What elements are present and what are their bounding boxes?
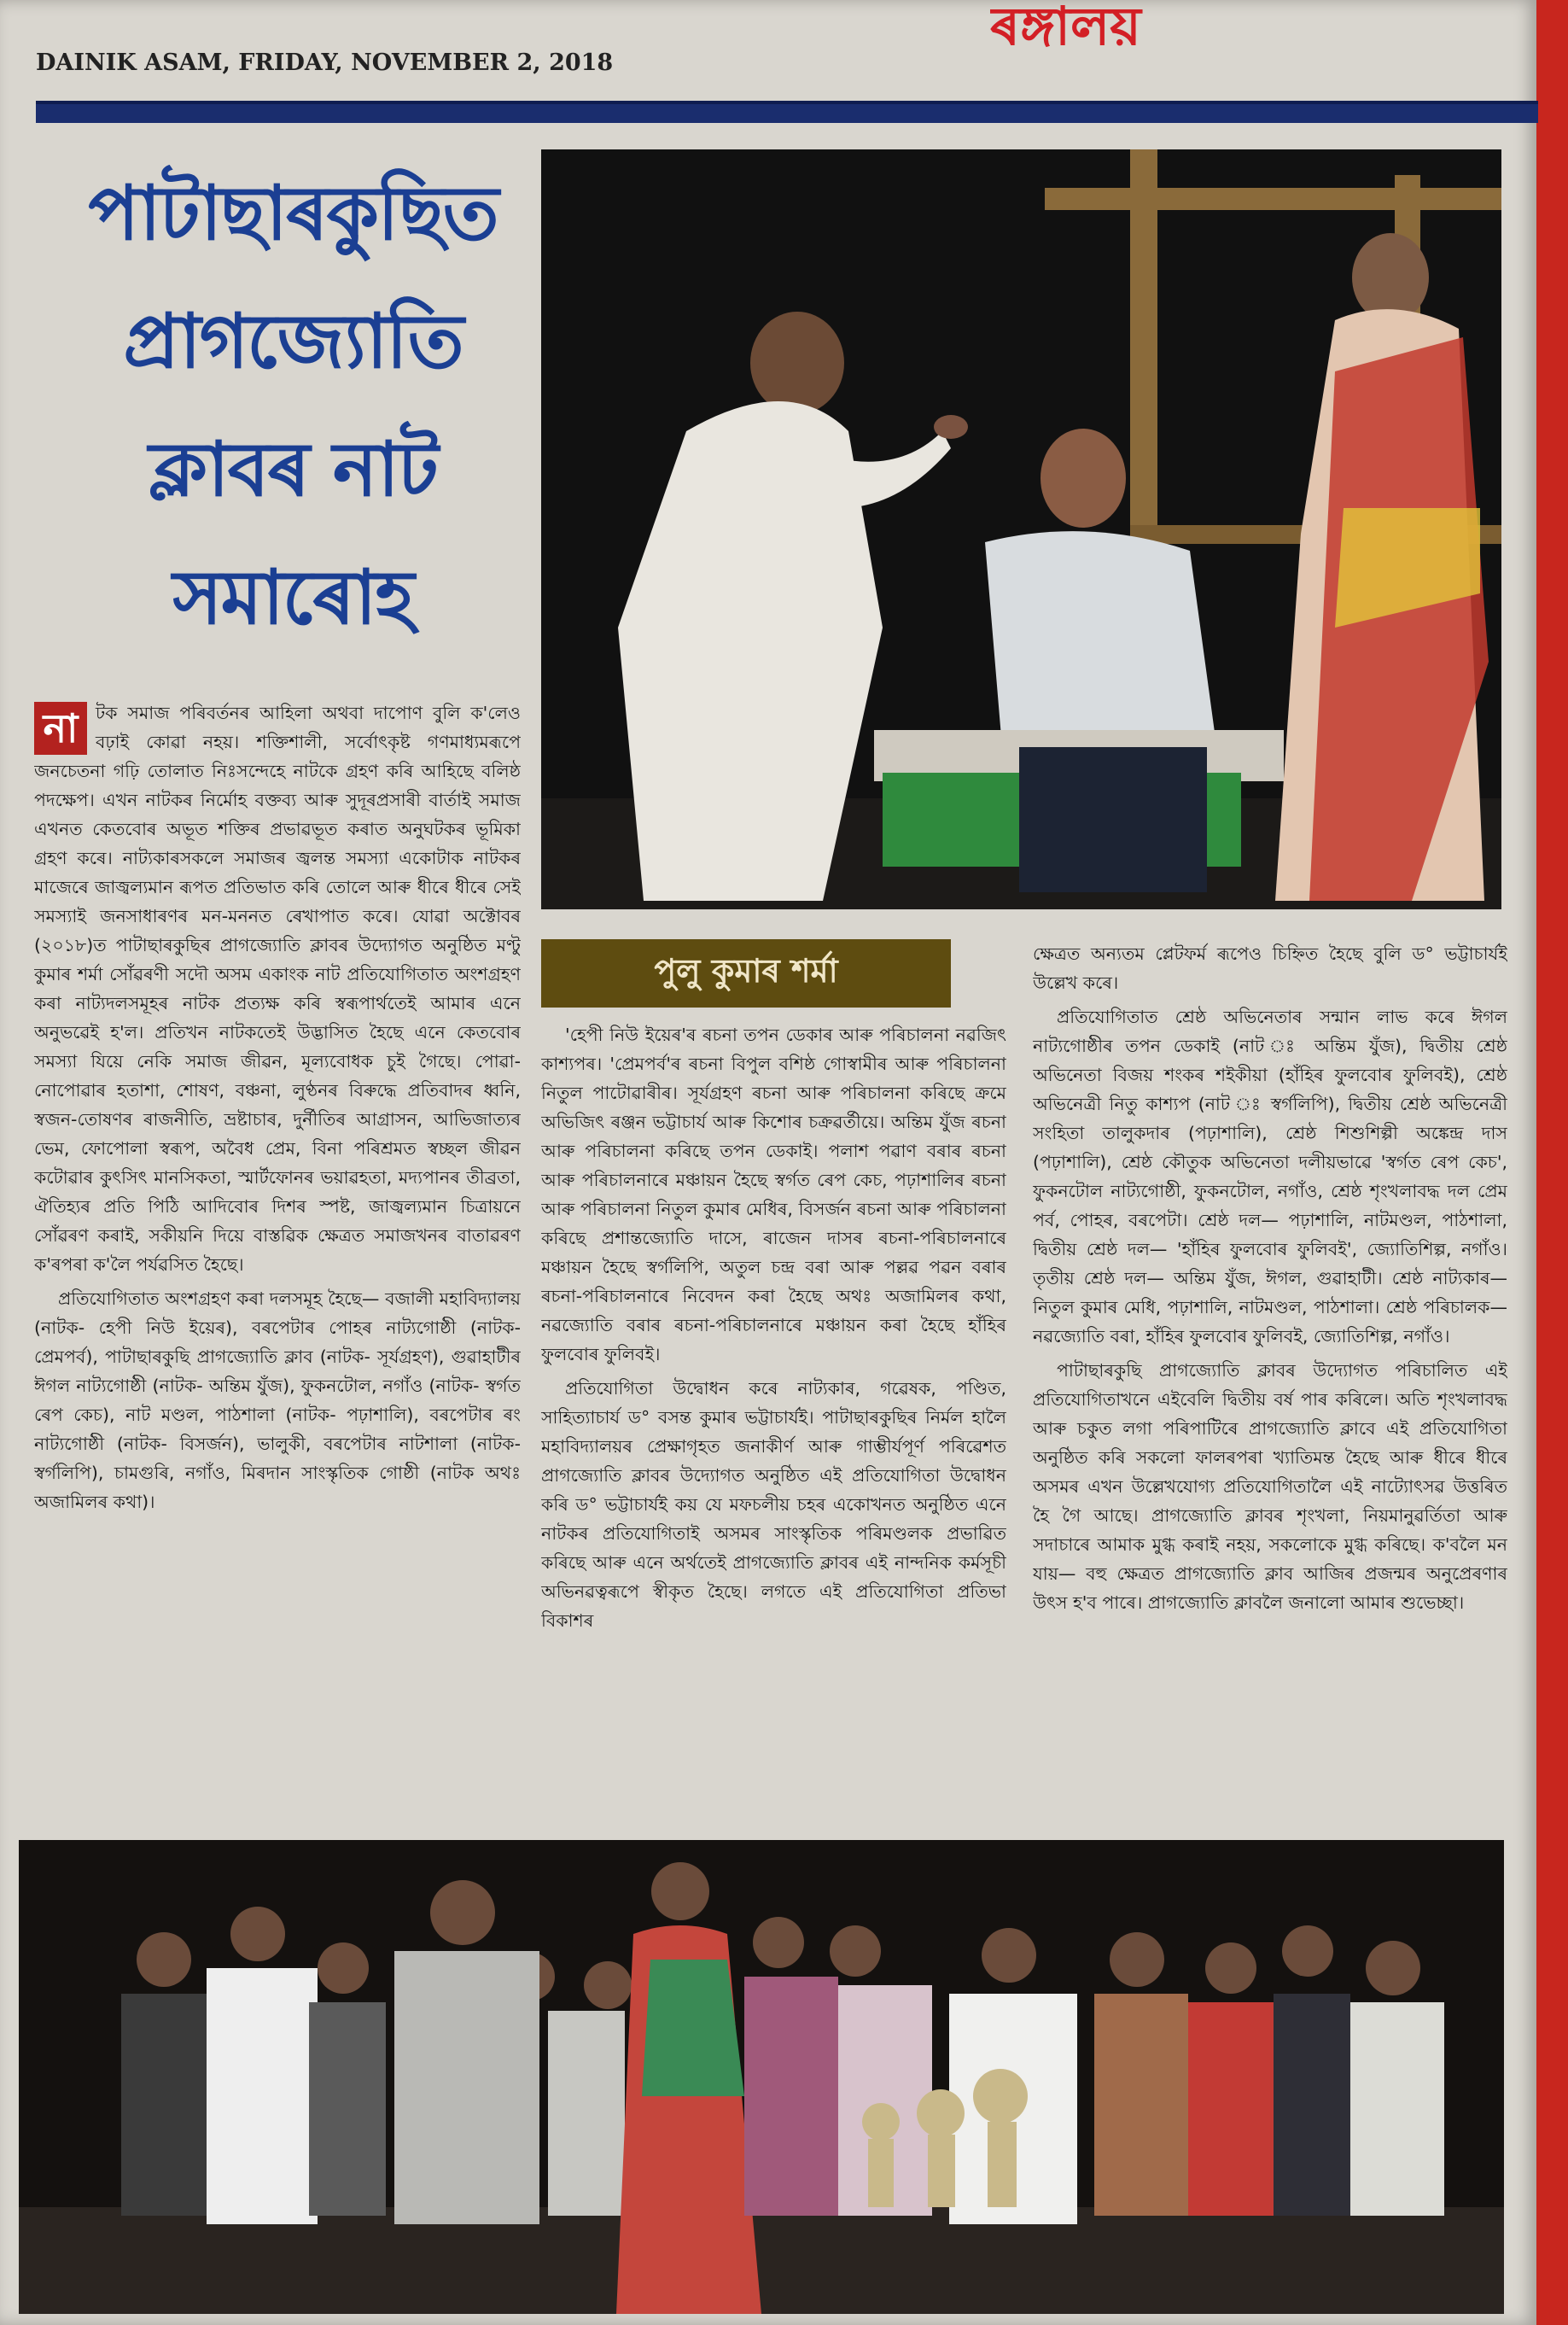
paragraph: প্ৰতিযোগিতাত শ্ৰেষ্ঠ অভিনেতাৰ সন্মান লাভ কৰে ঈগল নাট্যগোষ্ঠীৰ তপন ডেকাই (নাট ঃ অন্তিম যুঁজ), দ্বিতীয় শ্ৰেষ্ঠ অভিনেতা বিজয় শংকৰ শইকীয়া (হাঁহিৰ ফুলবোৰ ফুলিবই), শ্ৰেষ্ঠ অভিনেত্ৰী নিতু কাশ্যপ (নাট ঃ স্বৰ্গলিপি), দ্বিতীয় শ্ৰেষ্ঠ অভিনেত্ৰী সংহিতা তালুকদাৰ (পঢ়াশালি), শ্ৰেষ্ঠ শিশুশিল্পী অঙ্কেন্দ্ৰ দাস (পঢ়াশালি), শ্ৰেষ্ঠ কৌতুক অভিনেতা দলীয়ভাৱে 'স্বৰ্গত ৰেপ কেচ', ফুকনটোল নাট্যগোষ্ঠী, ফুকনটোল, নগাঁও, শ্ৰেষ্ঠ শৃংখলাবদ্ধ দল প্ৰেম পৰ্ব, পোহৰ, বৰপেটা। শ্ৰেষ্ঠ দল— পঢ়াশালি, নাটমণ্ডল, পাঠশালা, দ্বিতীয় শ্ৰেষ্ঠ দল— 'হাঁহিৰ ফুলবোৰ ফুলিবই', জ্যোতিশিল্প, নগাঁও। তৃতীয় শ্ৰেষ্ঠ দল— অন্তিম যুঁজ, ঈগল, গুৱাহাটী। শ্ৰেষ্ঠ নাট্যকাৰ— নিতুল কুমাৰ মেধি, পঢ়াশালি, নাটমণ্ডল, পাঠশালা। শ্ৰেষ্ঠ পৰিচালক— নৱজ্যোতি বৰা, হাঁহিৰ ফুলবোৰ ফুলিবই, জ্যোতিশিল্প, নগাঁও। [1033, 1007, 1507, 1347]
award-group-photo-image [19, 1840, 1504, 2314]
stage-photo [541, 149, 1501, 909]
headline-line: পাটাছাৰকুছিত [88, 169, 498, 257]
paragraph: পাটাছাৰকুছি প্ৰাগজ্যোতি ক্লাবৰ উদ্যোগত পৰিচালিত এই প্ৰতিযোগিতাখনে এইবেলি দ্বিতীয় বৰ্ষ পাৰ কৰিলে। অতি শৃংখলাবদ্ধ আৰু চকুত লগা পৰিপাটিৰে প্ৰাগজ্যোতি ক্লাবে এই প্ৰতিযোগিতা অনুষ্ঠিত কৰি সকলো ফালৰপৰা খ্যাতিমন্ত হৈছে আৰু ধীৰে ধীৰে অসমৰ এখন উল্লেখযোগ্য প্ৰতিযোগিতালৈ এই নাট্যোৎসৱ উত্তৰিত হৈ গৈ আছে। প্ৰাগজ্যোতি ক্লাবৰ শৃংখলা, নিয়মানুৱৰ্তিতা আৰু সদাচাৰে আমাক মুগ্ধ কৰাই নহয়, সকলোকে মুগ্ধ কৰিছে। ক'বলৈ মন যায়— বহু ক্ষেত্ৰত প্ৰাগজ্যোতি ক্লাব আজিৰ প্ৰজন্মৰ অনুপ্ৰেৰণাৰ উৎস হ'ব পাৰে। প্ৰাগজ্যোতি ক্লাবলৈ জনালো আমাৰ শুভেচ্ছা। [1033, 1360, 1507, 1613]
headline-line: সমাৰোহ [172, 553, 413, 641]
paragraph: প্ৰতিযোগিতা উদ্বোধন কৰে নাট্যকাৰ, গৱেষক, পণ্ডিত, সাহিত্যাচাৰ্য ড° বসন্ত কুমাৰ ভট্টাচাৰ্যই। পাটাছাৰকুছিৰ নিৰ্মল হালৈ মহাবিদ্যালয়ৰ প্ৰেক্ষাগৃহত জনাকীৰ্ণ আৰু গাম্ভীৰ্যপূৰ্ণ পৰিৱেশত প্ৰাগজ্যোতি ক্লাবৰ উদ্যোগত অনুষ্ঠিত এই প্ৰতিযোগিতা উদ্বোধন কৰি ড° ভট্টাচাৰ্যই কয় যে মফচলীয় চহৰ একোখনত অনুষ্ঠিত এনে নাটকৰ প্ৰতিযোগিতাই অসমৰ সাংস্কৃতিক পৰিমণ্ডলক প্ৰভাৱিত কৰিছে আৰু এনে অৰ্থতেই প্ৰাগজ্যোতি ক্লাবৰ এই নান্দনিক কৰ্মসূচী অভিনৱত্বৰূপে স্বীকৃত হৈছে। লগতে এই প্ৰতিযোগিতা প্ৰতিভা বিকাশৰ [541, 1378, 1006, 1631]
article-column-2 [541, 1020, 1006, 1831]
headline [41, 149, 545, 696]
drop-cap: না [34, 702, 87, 755]
header-rule [36, 101, 1538, 123]
paragraph: প্ৰতিযোগিতাত অংশগ্ৰহণ কৰা দলসমূহ হৈছে— বজালী মহাবিদ্যালয় (নাটক- হেপী নিউ ইয়েৰ), বৰপেটাৰ পোহৰ নাট্যগোষ্ঠী (নাটক- প্ৰেমপৰ্ব), পাটাছাৰকুছি প্ৰাগজ্যোতি ক্লাব (নাটক- সূৰ্যগ্ৰহণ), গুৱাহাটীৰ ঈগল নাট্যগোষ্ঠী (নাটক- অন্তিম যুঁজ), ফুকনটোল, নগাঁও (নাটক- স্বৰ্গত ৰেপ কেচ), নাট মণ্ডল, পাঠশালা (নাটক- পঢ়াশালি), বৰপেটাৰ ৰং নাট্যগোষ্ঠী (নাটক- বিসৰ্জন), ভালুকী, বৰপেটাৰ নাটশালা (নাটক- স্বৰ্গলিপি), চামগুৰি, নগাঁও, মিৰদান সাংস্কৃতিক গোষ্ঠী (নাটক অথঃ অজামিলৰ কথা)। [34, 1288, 521, 1512]
article-column-3 [1033, 939, 1507, 1827]
article-column-1 [34, 698, 521, 1826]
headline-line: প্ৰাগজ্যোতি [123, 297, 463, 385]
paragraph: টক সমাজ পৰিবৰ্তনৰ আহিলা অথবা দাপোণ বুলি ক'লেও বঢ়াই কোৱা নহয়। শক্তিশালী, সৰ্বোৎকৃষ্ট গণমাধ্যমৰূপে জনচেতনা গঢ়ি তোলাত নিঃসন্দেহে নাটকে গ্ৰহণ কৰি আহিছে বলিষ্ঠ পদক্ষেপ। এখন নাটকৰ নিৰ্মোহ বক্তব্য আৰু সুদূৰপ্ৰসাৰী বাৰ্তাই সমাজ এখনত কেতবোৰ অভূত শক্তিৰ প্ৰভাৱভূত কৰাত অনুঘটকৰ ভূমিকা গ্ৰহণ কৰে। নাট্যকাৰসকলে সমাজৰ জ্বলন্ত সমস্যা একোটাক নাটকৰ মাজেৰে জাজ্বল্যমান ৰূপত প্ৰতিভাত কৰি তোলে আৰু ধীৰে ধীৰে সেই সমস্যাই জনসাধাৰণৰ মন-মননত ৰেখাপাত কৰে। যোৱা অক্টোবৰ (২০১৮)ত পাটাছাৰকুছিৰ প্ৰাগজ্যোতি ক্লাবৰ উদ্যোগত অনুষ্ঠিত মণ্টু কুমাৰ শৰ্মা সোঁৱৰণী সদৌ অসম একাংক নাট প্ৰতিযোগিতাত অংশগ্ৰহণ কৰা নাট্যদলসমূহৰ নাটক প্ৰত্যক্ষ কৰি স্বৰূপাৰ্থতেই আমাৰ এনে অনুভৱেই হ'ল। প্ৰতিখন নাটকতেই উদ্ভাসিত হৈছে এনে কেতবোৰ সমস্যা যিয়ে নেকি সমাজ জীৱন, মূল্যবোধক চুই গৈছে। পোৱা-নোপোৱাৰ হতাশা, শোষণ, বঞ্চনা, লুণ্ঠনৰ বিৰুদ্ধে প্ৰতিবাদৰ ধ্বনি, স্বজন-তোষণৰ ৰাজনীতি, ভ্ৰষ্টাচাৰ, দুৰ্নীতিৰ আগ্ৰাসন, আভিজাত্যৰ ভেম, ফোপোলা স্বৰূপ, অবৈধ প্ৰেম, বিনা পৰিশ্ৰমত স্বচ্ছল জীৱন কটোৱাৰ কুৎসিৎ মানসিকতা, স্মাৰ্টফোনৰ ভয়াৱহতা, মদ্যপানৰ তীব্ৰতা, ঐতিহ্যৰ প্ৰতি পিঠি আদিবোৰ দিশৰ স্পষ্ট, জাজ্বল্যমান চিত্ৰায়নে সোঁৱৰণ কৰাই, সকীয়নি দিয়ে বাস্তৱিক ক্ষেত্ৰত সমাজখনৰ বাতাৱৰণ ক'ৰপৰা ক'লৈ পৰ্যৱসিত হৈছে। [34, 703, 521, 1275]
dateline: DAINIK ASAM, FRIDAY, NOVEMBER 2, 2018 [36, 50, 614, 76]
award-group-photo [19, 1840, 1504, 2314]
paragraph: ক্ষেত্ৰত অন্যতম প্লেটফৰ্ম ৰূপেও চিহ্নিত হৈছে বুলি ড° ভট্টাচাৰ্যই উল্লেখ কৰে। [1033, 943, 1507, 993]
section-logo: ৰঙ্গালয় [990, 0, 1141, 53]
byline: পুলু কুমাৰ শৰ্মা [541, 939, 951, 1008]
headline-line: ক্লাবৰ নাট [149, 425, 437, 513]
paragraph: 'হেপী নিউ ইয়েৰ'ৰ ৰচনা তপন ডেকাৰ আৰু পৰিচালনা নৱজিৎ কাশ্যপৰ। 'প্ৰেমপৰ্ব'ৰ ৰচনা বিপুল বশিষ্ঠ গোস্বামীৰ আৰু পৰিচালনা নিতুল পাটোৱাৰীৰ। সূৰ্যগ্ৰহণ ৰচনা আৰু পৰিচালনা কৰিছে ক্ৰমে অভিজিৎ ৰঞ্জন ভট্টাচাৰ্য আৰু কিশোৰ চক্ৰৱৰ্তীয়ে। অন্তিম যুঁজ ৰচনা আৰু পৰিচালনা কৰিছে তপন ডেকাই। পলাশ পৱাণ বৰাৰ ৰচনা আৰু পৰিচালনাৰে মঞ্চায়ন হৈছে স্বৰ্গত ৰেপ কেচ, পঢ়াশালিৰ ৰচনা আৰু পৰিচালনা নিতুল কুমাৰ মেধিৰ, বিসৰ্জন ৰচনা আৰু পৰিচালনা কৰিছে প্ৰশান্তজ্যোতি দাসে, ৰাজেন দাসৰ ৰচনা-পৰিচালনাৰে মঞ্চায়ন হৈছে স্বৰ্গলিপি, অতুল চন্দ্ৰ বৰা আৰু পল্লৱ পৱন বৰাৰ ৰচনা-পৰিচালনাৰে নিবেদন কৰা হৈছে অথঃ অজামিলৰ কথা, নৱজ্যোতি বৰাৰ ৰচনা-পৰিচালনাৰে মঞ্চায়ন কৰা হৈছে হাঁহিৰ ফুলবোৰ ফুলিবই। [541, 1025, 1006, 1364]
stage-photo-image [541, 149, 1501, 909]
